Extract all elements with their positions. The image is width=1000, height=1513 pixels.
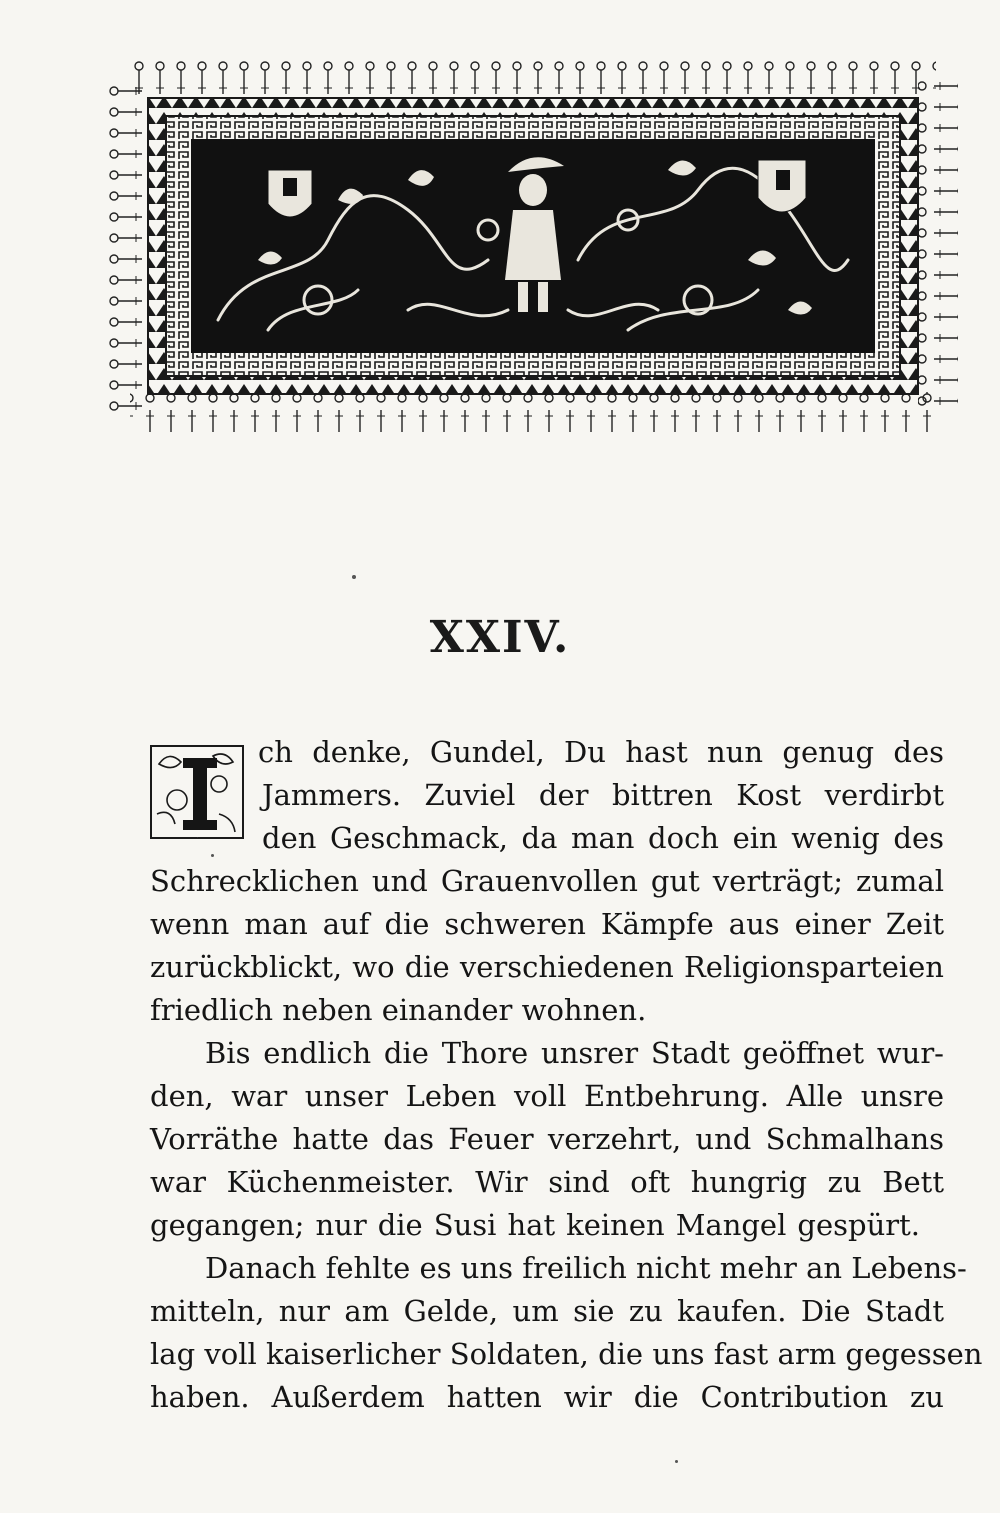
ornamented-drop-cap bbox=[149, 744, 245, 840]
text-line: wenn man auf die schweren Kämpfe aus einer Zeit bbox=[150, 907, 944, 941]
text-line: Vorräthe hatte das Feuer verzehrt, und Schmalhans bbox=[150, 1122, 944, 1156]
text-line: friedlich neben einander wohnen. bbox=[150, 993, 647, 1027]
text-line: Jammers. Zuviel der bittren Kost verdirbt bbox=[262, 778, 944, 812]
drop-cap-letter: I bbox=[197, 838, 198, 839]
text-line: den Geschmack, da man doch ein wenig des bbox=[262, 821, 944, 855]
ornamental-header-illustration bbox=[108, 60, 958, 432]
text-line: lag voll kaiserlicher Soldaten, die uns fast arm gegessen bbox=[150, 1337, 983, 1371]
text-line: ch denke, Gundel, Du hast nun genug des bbox=[258, 735, 944, 769]
print-speck bbox=[675, 1460, 678, 1463]
text-line: gegangen; nur die Susi hat keinen Mangel gespürt. bbox=[150, 1208, 920, 1242]
text-line: Schrecklichen und Grauenvollen gut verträgt; zumal bbox=[150, 864, 944, 898]
text-line: war Küchenmeister. Wir sind oft hungrig zu Bett bbox=[150, 1165, 944, 1199]
text-line: mitteln, nur am Gelde, um sie zu kaufen. Die Stadt bbox=[150, 1294, 944, 1328]
print-speck bbox=[211, 854, 214, 857]
text-line: zurückblickt, wo die verschiedenen Religionsparteien bbox=[150, 950, 944, 984]
text-line: haben. Außerdem hatten wir die Contribution zu bbox=[150, 1380, 944, 1414]
print-speck bbox=[352, 575, 356, 579]
text-line: den, war unser Leben voll Entbehrung. Alle unsre bbox=[150, 1079, 944, 1113]
text-line: Bis endlich die Thore unsrer Stadt geöffnet wur- bbox=[205, 1036, 944, 1070]
chapter-heading: XXIV. bbox=[429, 612, 571, 663]
text-line: Danach fehlte es uns freilich nicht mehr an Lebens- bbox=[205, 1251, 967, 1285]
